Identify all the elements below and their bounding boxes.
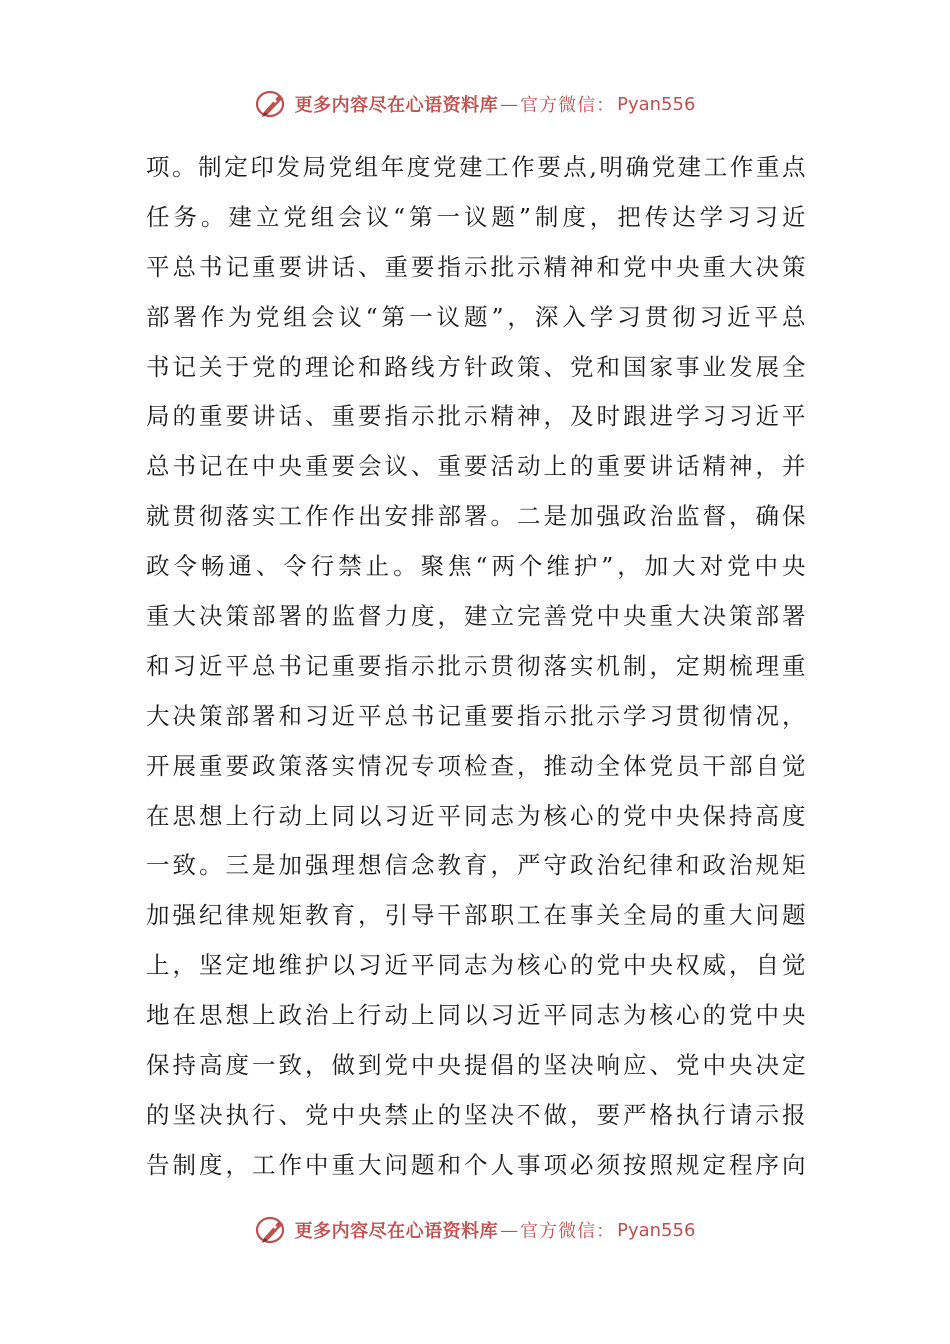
banner-brand-text: 更多内容尽在心语资料库 [294,1221,499,1242]
banner-wechat-id: Pyan556 [617,93,696,115]
text-line: 政令畅通、令行禁止。聚焦“两个维护”，加大对党中央 [146,552,806,581]
text-line: 一致。三是加强理想信念教育，严守政治纪律和政治规矩 [146,851,806,880]
text-line: 保持高度一致，做到党中央提倡的坚决响应、党中央决定 [146,1051,806,1080]
text-line: 项。制定印发局党组年度党建工作要点,明确党建工作重点 [146,153,806,181]
banner-wechat-id: Pyan556 [617,1219,696,1241]
banner-brand-text: 更多内容尽在心语资料库 [294,95,499,116]
document-body [146,143,806,1191]
text-line: 告制度，工作中重大问题和个人事项必须按照规定程序向 [146,1150,806,1179]
text-line: 大决策部署和习近平总书记重要指示批示学习贯彻情况， [146,701,806,730]
text-line: 上，坚定地维护以习近平同志为核心的党中央权威，自觉 [146,951,806,980]
banner-wechat-label: 官方微信： [520,95,616,116]
banner-dash: — [500,1219,519,1241]
text-line: 地在思想上政治上行动上同以习近平同志为核心的党中央 [146,1001,806,1030]
footer-banner [0,1210,950,1250]
text-line: 部署作为党组会议“第一议题”，深入学习贯彻习近平总 [146,302,806,331]
text-line: 重大决策部署的监督力度，建立完善党中央重大决策部署 [146,602,806,631]
text-line: 总书记在中央重要会议、重要活动上的重要讲话精神，并 [146,452,806,481]
text-line: 和习近平总书记重要指示批示贯彻落实机制，定期梳理重 [146,651,806,680]
text-line: 任务。建立党组会议“第一议题”制度，把传达学习习近 [146,202,806,231]
text-line: 就贯彻落实工作作出安排部署。二是加强政治监督，确保 [146,502,806,531]
banner-wechat-label: 官方微信： [520,1221,616,1242]
banner-dash: — [500,93,519,115]
text-line: 局的重要讲话、重要指示批示精神，及时跟进学习习近平 [146,402,806,431]
text-line: 书记关于党的理论和路线方针政策、党和国家事业发展全 [146,352,806,381]
text-line: 开展重要政策落实情况专项检查，推动全体党员干部自觉 [146,751,806,780]
header-banner [0,84,950,124]
text-line: 加强纪律规矩教育，引导干部职工在事关全局的重大问题 [146,901,806,930]
pen-nib-logo-icon [255,87,289,121]
text-line: 在思想上行动上同以习近平同志为核心的党中央保持高度 [146,801,806,830]
pen-nib-logo-icon [255,1213,289,1247]
text-line: 平总书记重要讲话、重要指示批示精神和党中央重大决策 [146,252,806,281]
text-line: 的坚决执行、党中央禁止的坚决不做，要严格执行请示报 [146,1100,806,1129]
